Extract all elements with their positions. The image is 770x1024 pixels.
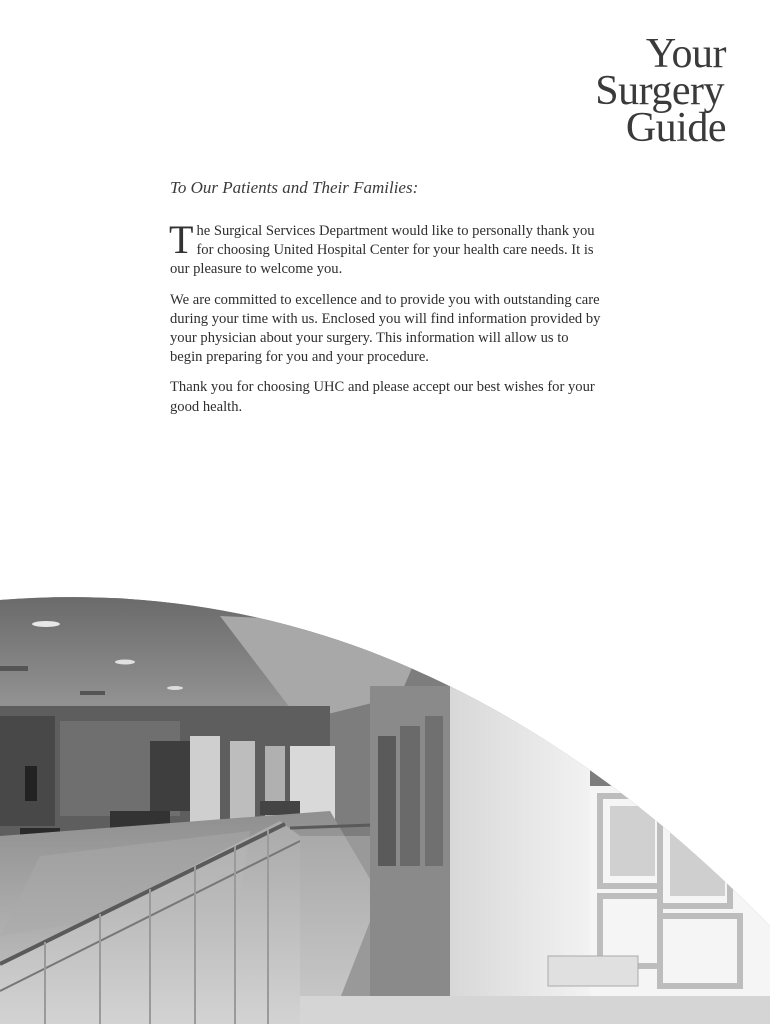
title-line-2: Surgery: [595, 68, 724, 114]
title-line-1: Your: [645, 31, 726, 77]
letter-paragraph-2: We are committed to excellence and to provide you with outstanding care during your time with us. Enclosed you will find information provided by your physician about your surgery. This information will allow us to begin preparing for you and your procedure.: [170, 291, 601, 366]
letter-salutation: To Our Patients and Their Families:: [170, 178, 419, 197]
paragraph-1-text: he Surgical Services Department would like to personally thank you for choosing United Hospital Center for your health care needs. It is our pleasure to welcome you.: [170, 223, 595, 278]
letter-paragraph-1: [169, 217, 602, 280]
hospital-corridor-photo: [0, 596, 770, 1024]
title-line-3: Guide: [625, 105, 726, 151]
document-title: [595, 31, 726, 151]
drop-cap: T: [169, 217, 194, 262]
letter-body: [169, 217, 602, 428]
letter-paragraph-3: Thank you for choosing UHC and please accept our best wishes for your good health.: [170, 379, 595, 415]
